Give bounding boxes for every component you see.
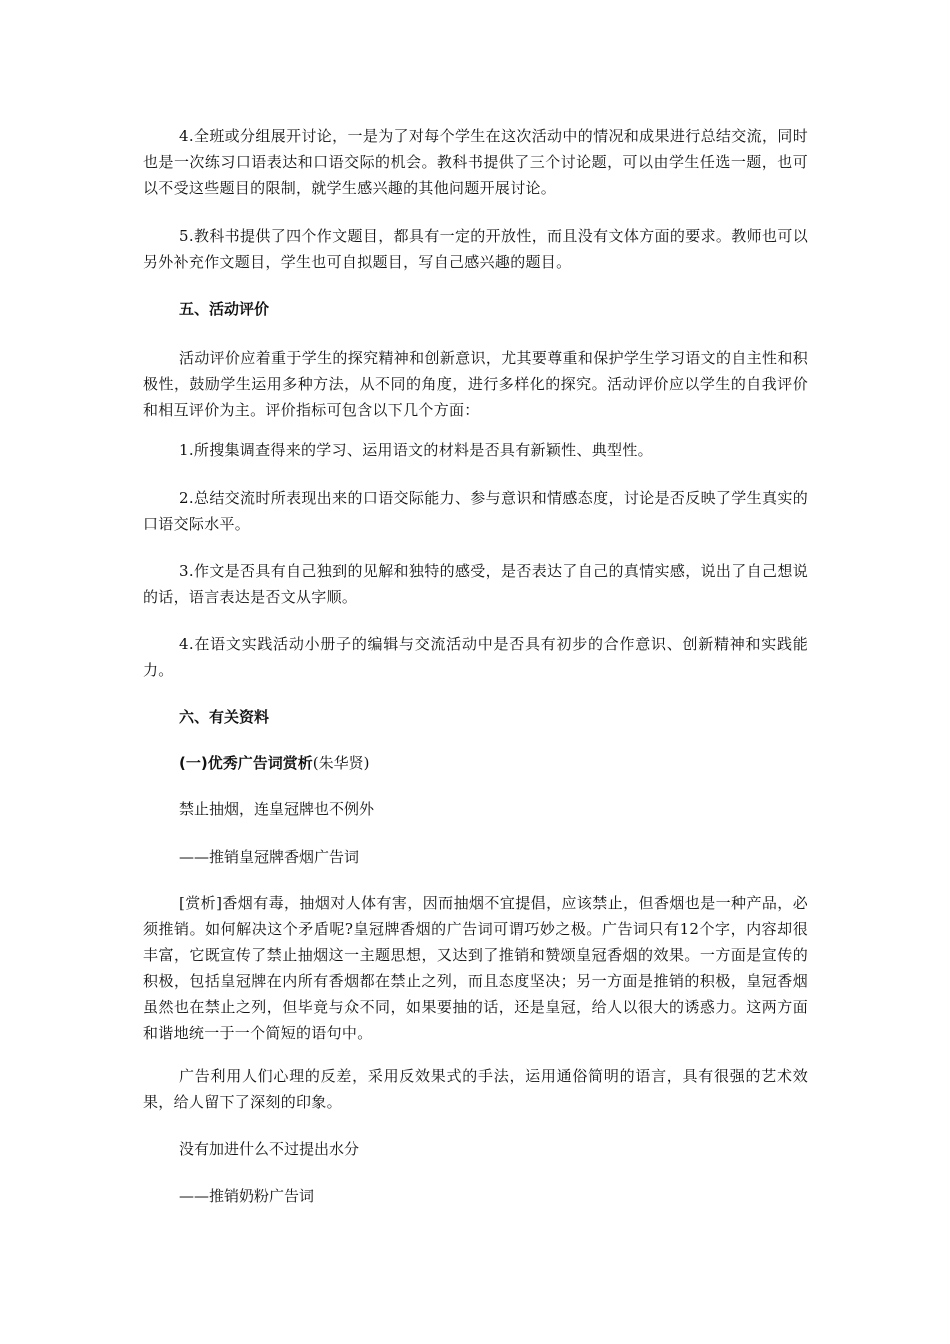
paragraph-criterion-3: 3.作文是否具有自己独到的见解和独特的感受，是否表达了自己的真情实感，说出了自己想说的话，语言表达是否文从字顺。 [143, 562, 808, 606]
subsection-author: (朱华贤) [312, 754, 370, 772]
paragraph-composition: 5.教科书提供了四个作文题目，都具有一定的开放性，而且没有文体方面的要求。教师也可以另外补充作文题目，学生也可自拟题目，写自己感兴趣的题目。 [143, 227, 808, 271]
ad-source-1: ——推销皇冠牌香烟广告词 [179, 848, 360, 866]
subsection-title: (一)优秀广告词赏析 [179, 754, 313, 772]
ad-slogan-2: 没有加进什么不过提出水分 [179, 1140, 360, 1158]
paragraph-appreciation: [赏析]香烟有毒，抽烟对人体有害，因而抽烟不宜提倡，应该禁止，但香烟也是一种产品，必须推销。如何解决这个矛盾呢?皇冠牌香烟的广告词可谓巧妙之极。广告词只有12个字，内容却很丰富，它既宣传了禁止抽烟这一主题思想，又达到了推销和赞颂皇冠香烟的效果。一方面是宣传的积极，包括皇冠牌在内所有香烟都在禁止之列，而且态度坚决；另一方面是推销的积极，皇冠香烟虽然也在禁止之列，但毕竟与众不同，如果要抽的话，还是皇冠，给人以很大的诱惑力。这两方面和谐地统一于一个简短的语句中。 [143, 894, 808, 1042]
paragraph-criterion-4: 4.在语文实践活动小册子的编辑与交流活动中是否具有初步的合作意识、创新精神和实践能力。 [143, 635, 808, 679]
ad-slogan-1: 禁止抽烟，连皇冠牌也不例外 [179, 800, 375, 818]
section-heading-evaluation: 五、活动评价 [179, 300, 270, 318]
section-heading-resources: 六、有关资料 [179, 708, 270, 726]
paragraph-ad-effect: 广告利用人们心理的反差，采用反效果式的手法，运用通俗简明的语言，具有很强的艺术效果，给人留下了深刻的印象。 [143, 1067, 808, 1111]
paragraph-criterion-2: 2.总结交流时所表现出来的口语交际能力、参与意识和情感态度，讨论是否反映了学生真实的口语交际水平。 [143, 489, 808, 533]
ad-source-2: ——推销奶粉广告词 [179, 1187, 315, 1205]
subsection-heading-ads [179, 750, 844, 776]
paragraph-discussion: 4.全班或分组展开讨论，一是为了对每个学生在这次活动中的情况和成果进行总结交流，同时也是一次练习口语表达和口语交际的机会。教科书提供了三个讨论题，可以由学生任选一题，也可以不受这些题目的限制，就学生感兴趣的其他问题开展讨论。 [143, 127, 808, 197]
paragraph-criterion-1: 1.所搜集调查得来的学习、运用语文的材料是否具有新颖性、典型性。 [179, 441, 653, 459]
paragraph-evaluation-intro: 活动评价应着重于学生的探究精神和创新意识，尤其要尊重和保护学生学习语文的自主性和积极性，鼓励学生运用多种方法，从不同的角度，进行多样化的探究。活动评价应以学生的自我评价和相互评价为主。评价指标可包含以下几个方面： [143, 349, 808, 419]
